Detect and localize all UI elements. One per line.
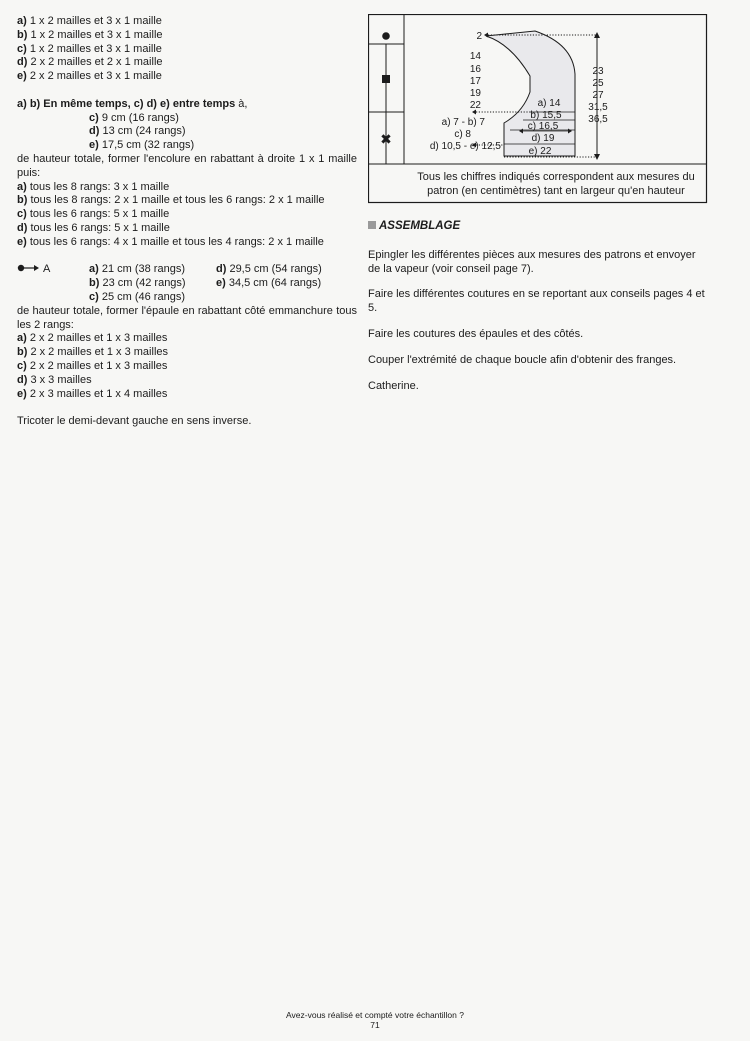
height-label: 19	[469, 88, 481, 99]
shoulder-list	[17, 332, 357, 401]
neck-width-label: a) 7 - b) 7	[441, 117, 485, 128]
list-item: b) 1 x 2 mailles et 3 x 1 maille	[17, 28, 163, 41]
list-item: e) tous les 6 rangs: 4 x 1 maille et tous les 4 rangs: 2 x 1 maille	[17, 235, 324, 248]
list-item: c) 1 x 2 mailles et 3 x 1 maille	[17, 42, 162, 55]
height-label: 17	[469, 76, 481, 87]
neck-width-label: d) 10,5 - e) 12,5	[429, 141, 501, 152]
section-title: ASSEMBLAGE	[368, 220, 708, 234]
simultaneous-heading: a) b) En même temps, c) d) e) entre temps à,	[17, 97, 248, 110]
list-item: e) 2 x 3 mailles et 1 x 4 mailles	[17, 387, 168, 400]
page-number: 71	[370, 1020, 380, 1030]
list-item: b) 23 cm (42 rangs)	[89, 277, 186, 290]
list-item: d) 3 x 3 mailles	[17, 373, 92, 386]
list-item: d) 13 cm (24 rangs)	[89, 125, 186, 138]
list-item: e) 17,5 cm (32 rangs)	[89, 139, 195, 152]
shoulder-heights	[17, 263, 357, 304]
paragraph: Epingler les différentes pièces aux mesures des patrons et envoyer de la vapeur (voir conseil page 7).	[368, 248, 696, 275]
pattern-diagram	[368, 14, 708, 204]
decrease-list-1	[17, 15, 357, 84]
height-label: 22	[469, 100, 481, 111]
list-item: d) 2 x 2 mailles et 2 x 1 maille	[17, 56, 163, 69]
closing-instruction: Tricoter le demi-devant gauche en sens inverse.	[17, 415, 252, 428]
list-item: e) 34,5 cm (64 rangs)	[216, 277, 322, 290]
paragraph: Faire les coutures des épaules et des côtés.	[368, 327, 584, 340]
list-item: a) 21 cm (38 rangs)	[89, 263, 185, 276]
list-item: c) 2 x 2 mailles et 1 x 3 mailles	[17, 359, 168, 372]
total-height-label: 31,5	[588, 102, 608, 113]
cross-icon: ✖	[380, 131, 392, 147]
square-icon	[382, 75, 390, 83]
shoulder-instruction: de hauteur totale, former l'épaule en rabattant côté emmanchure tous les 2 rangs:	[17, 304, 357, 331]
height-label: 16	[469, 64, 481, 75]
footer-question: Avez-vous réalisé et compté votre échantillon ?	[286, 1010, 464, 1020]
total-height-label: 36,5	[588, 114, 608, 125]
list-item: a) 2 x 2 mailles et 1 x 3 mailles	[17, 332, 168, 345]
left-column	[17, 15, 357, 429]
neck-width-label: c) 8	[454, 129, 471, 140]
assemblage-section	[368, 220, 708, 393]
height-label: 14	[469, 51, 481, 62]
width-label: e) 22	[528, 146, 552, 157]
dot-arrow-icon	[17, 263, 43, 273]
square-bullet-icon	[368, 221, 376, 229]
width-label: b) 15,5	[530, 110, 562, 121]
diagram-caption-line: Tous les chiffres indiqués correspondent aux mesures du	[417, 171, 695, 183]
list-item: c) 9 cm (16 rangs)	[89, 111, 179, 124]
neckline-instruction: de hauteur totale, former l'encolure en rabattant à droite 1 x 1 maille puis:	[17, 152, 357, 179]
signature: Catherine.	[368, 379, 419, 392]
dot-arrow-marker: A	[17, 263, 89, 277]
diagram-caption-line: patron (en centimètres) tant en largeur qu'en hauteur	[427, 185, 685, 197]
paragraph: Couper l'extrémité de chaque boucle afin d'obtenir des franges.	[368, 353, 677, 366]
list-item: a) tous les 8 rangs: 3 x 1 maille	[17, 180, 170, 193]
width-label: c) 16,5	[527, 121, 559, 132]
list-item: d) tous les 6 rangs: 5 x 1 maille	[17, 221, 170, 234]
list-item: c) 25 cm (46 rangs)	[89, 290, 185, 303]
paragraph: Faire les différentes coutures en se reportant aux conseils pages 4 et 5.	[368, 288, 705, 315]
footer	[0, 1010, 750, 1030]
width-label: a) 14	[537, 98, 561, 109]
width-label: d) 19	[531, 133, 555, 144]
list-item: b) 2 x 2 mailles et 1 x 3 mailles	[17, 346, 169, 359]
neckline-list	[17, 181, 357, 250]
height-list	[17, 112, 357, 153]
list-item: d) 29,5 cm (54 rangs)	[216, 263, 322, 276]
list-item: a) 1 x 2 mailles et 3 x 1 maille	[17, 15, 162, 27]
top-measure-label: 2	[476, 31, 482, 42]
total-height-label: 27	[592, 90, 604, 101]
dot-icon	[382, 32, 390, 40]
total-height-label: 23	[592, 66, 604, 77]
list-item: b) tous les 8 rangs: 2 x 1 maille et tous les 6 rangs: 2 x 1 maille	[17, 194, 325, 207]
list-item: e) 2 x 2 mailles et 3 x 1 maille	[17, 70, 162, 83]
total-height-label: 25	[592, 78, 604, 89]
list-item: c) tous les 6 rangs: 5 x 1 maille	[17, 208, 170, 221]
